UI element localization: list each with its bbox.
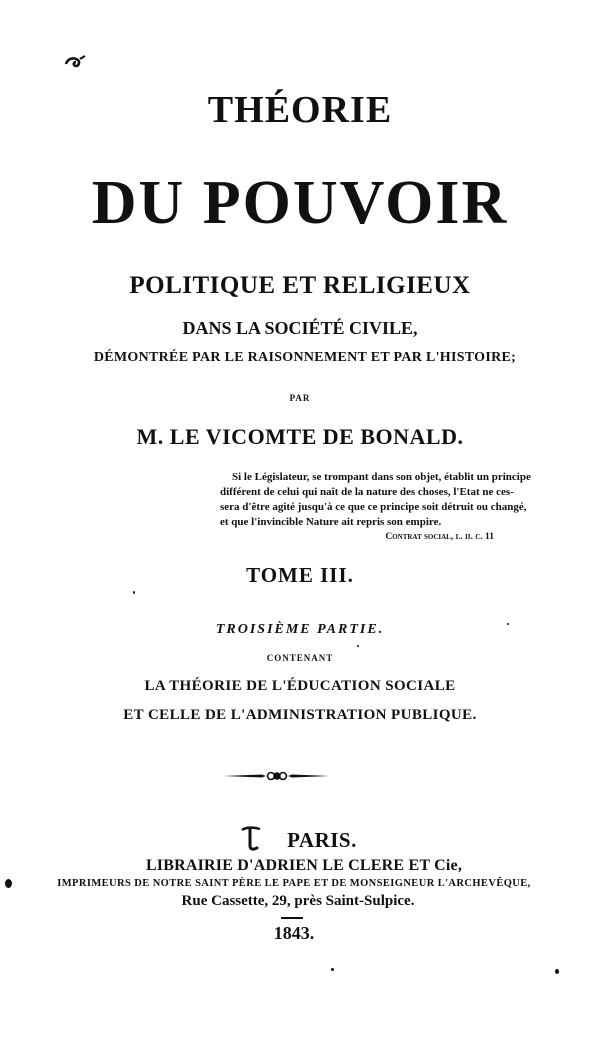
- ink-speck: [5, 879, 12, 888]
- epigraph-line: et que l'invincible Nature ait repris son empire.: [220, 516, 442, 528]
- content-line-1: LA THÉORIE DE L'ÉDUCATION SOCIALE: [144, 678, 456, 694]
- ink-speck: [555, 969, 559, 974]
- containing-label: CONTENANT: [266, 653, 334, 663]
- epigraph: [220, 470, 550, 545]
- ink-speck: [331, 968, 334, 971]
- ink-speck: [507, 623, 509, 625]
- title-line-2: DU POUVOIR: [91, 169, 509, 237]
- epigraph-line: sera d'être agité jusqu'à ce que ce principe soit détruit ou changé,: [220, 501, 527, 513]
- content-line-2: ET CELLE DE L'ADMINISTRATION PUBLIQUE.: [123, 707, 477, 723]
- epigraph-line: Si le Législateur, se trompant dans son objet, établit un principe: [232, 471, 531, 483]
- imprint-printer: IMPRIMEURS DE NOTRE SAINT PÈRE LE PAPE ET DE MONSEIGNEUR L'ARCHEVÊQUE,: [57, 878, 531, 889]
- epigraph-line: différent de celui qui naît de la nature des choses, l'Etat ne ces-: [220, 486, 514, 498]
- imprint-city: PARIS.: [287, 828, 357, 852]
- ink-speck: [133, 591, 135, 594]
- ornament-divider-icon: [222, 767, 332, 785]
- title-line-3: POLITIQUE ET RELIGIEUX: [129, 272, 471, 299]
- ink-speck: [357, 645, 359, 647]
- title-line-1: THÉORIE: [207, 89, 393, 131]
- imprint-year: 1843.: [273, 923, 315, 943]
- epigraph-citation: Contrat social, l. ii. c. 11: [385, 532, 494, 542]
- imprint-rule: [281, 917, 303, 919]
- ink-mark-icon: [64, 54, 88, 72]
- imprint-address: Rue Cassette, 29, près Saint-Sulpice.: [181, 893, 415, 909]
- subtitle-line-1: DANS LA SOCIÉTÉ CIVILE,: [182, 318, 418, 338]
- imprint-publisher: LIBRAIRIE D'ADRIEN LE CLERE ET Cie,: [145, 857, 463, 874]
- tome-number: TOME III.: [246, 563, 354, 587]
- by-label: PAR: [289, 393, 311, 403]
- author-name: M. LE VICOMTE DE BONALD.: [136, 424, 464, 449]
- subtitle-line-2: DÉMONTRÉE PAR LE RAISONNEMENT ET PAR L'HISTOIRE;: [93, 350, 517, 365]
- part-title: TROISIÈME PARTIE.: [215, 622, 385, 637]
